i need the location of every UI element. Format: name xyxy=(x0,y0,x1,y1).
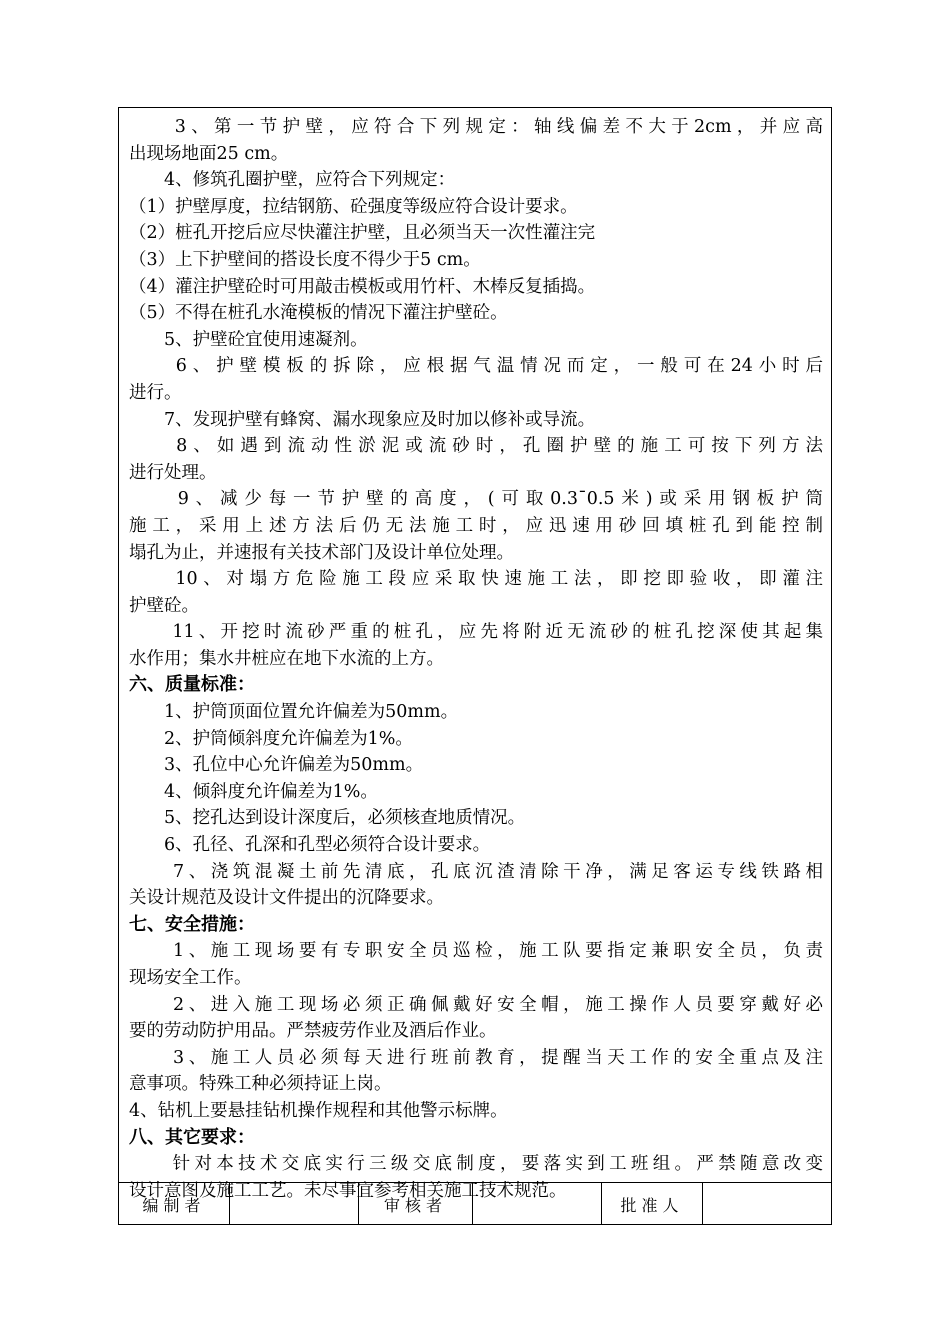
text-line: 8、如遇到流动性淤泥或流砂时，孔圈护壁的施工可按下列方法 xyxy=(129,436,823,457)
reviewer-label: 审核者 xyxy=(359,1183,473,1225)
text-line: 意事项。特殊工种必须持证上岗。 xyxy=(129,1074,392,1095)
reviewer-signature-field xyxy=(473,1183,602,1225)
section-heading-safety: 七、安全措施： xyxy=(129,913,255,935)
text-line: 9、减少每一节护壁的高度，(可取0.3ˉ0.5米)或采用钢板护筒 xyxy=(129,489,823,510)
section-heading-other: 八、其它要求： xyxy=(129,1126,255,1148)
text-line: 5、挖孔达到设计深度后，必须核查地质情况。 xyxy=(129,808,526,829)
text-line: 进行。 xyxy=(129,382,182,403)
text-line: 7、浇筑混凝土前先清底，孔底沉渣清除干净，满足客运专线铁路相 xyxy=(129,861,823,882)
text-line: （5）不得在桩孔水淹模板的情况下灌注护壁砼。 xyxy=(129,303,508,324)
text-line: 6、孔径、孔深和孔型必须符合设计要求。 xyxy=(129,835,491,856)
text-line: （3）上下护壁间的搭设长度不得少于5 cm。 xyxy=(129,249,481,270)
text-line: 2、护筒倾斜度允许偏差为1%。 xyxy=(129,728,413,749)
text-line: 1、护筒顶面位置允许偏差为50mm。 xyxy=(129,702,459,723)
text-line: 4、钻机上要悬挂钻机操作规程和其他警示标牌。 xyxy=(129,1100,508,1121)
text-line: （1）护壁厚度，拉结钢筋、砼强度等级应符合设计要求。 xyxy=(129,196,578,217)
document-frame xyxy=(118,107,832,1225)
compiler-label: 编制者 xyxy=(119,1183,230,1225)
text-line: （4）灌注护壁砼时可用敲击模板或用竹杆、木棒反复插捣。 xyxy=(129,276,596,297)
text-line: 施工，采用上述方法后仍无法施工时，应迅速用砂回填桩孔到能控制 xyxy=(129,515,823,536)
text-line: 4、修筑孔圈护壁，应符合下列规定： xyxy=(129,170,456,191)
approver-signature-field xyxy=(703,1183,831,1225)
text-line: 要的劳动防护用品。严禁疲劳作业及酒后作业。 xyxy=(129,1021,497,1042)
text-line: 2、进入施工现场必须正确佩戴好安全帽，施工操作人员要穿戴好必 xyxy=(129,994,823,1015)
compiler-signature-field xyxy=(230,1183,359,1225)
text-line: 出现场地面25 cm。 xyxy=(129,143,289,164)
approver-label: 批准人 xyxy=(602,1183,703,1225)
text-line: 护壁砼。 xyxy=(129,595,199,616)
text-line: 进行处理。 xyxy=(129,462,217,483)
text-line: 7、发现护壁有蜂窝、漏水现象应及时加以修补或导流。 xyxy=(129,409,596,430)
text-line: 3、第一节护壁，应符合下列规定：轴线偏差不大于2cm，并应高 xyxy=(129,117,823,137)
text-line: 针对本技术交底实行三级交底制度，要落实到工班组。严禁随意改变 xyxy=(129,1154,823,1175)
text-line: 4、倾斜度允许偏差为1%。 xyxy=(129,781,378,802)
text-line: 11、开挖时流砂严重的桩孔，应先将附近无流砂的桩孔挖深使其起集 xyxy=(129,622,823,643)
text-line: 现场安全工作。 xyxy=(129,968,252,988)
text-line: 5、护壁砼宜使用速凝剂。 xyxy=(129,329,368,350)
text-line: 3、施工人员必须每天进行班前教育，提醒当天工作的安全重点及注 xyxy=(129,1047,823,1068)
section-heading-quality: 六、质量标准： xyxy=(129,674,255,696)
text-line: 塌孔为止，并速报有关技术部门及设计单位处理。 xyxy=(129,542,514,563)
text-line: 10、对塌方危险施工段应采取快速施工法，即挖即验收，即灌注 xyxy=(129,569,823,590)
text-line: （2）桩孔开挖后应尽快灌注护壁，且必须当天一次性灌注完 xyxy=(129,223,596,244)
text-line: 关设计规范及设计文件提出的沉降要求。 xyxy=(129,888,444,909)
document-body xyxy=(129,114,823,1204)
text-line: 6、护壁模板的拆除，应根据气温情况而定，一般可在24小时后 xyxy=(129,356,823,377)
text-line: 1、施工现场要有专职安全员巡检，施工队要指定兼职安全员，负责 xyxy=(129,941,823,962)
text-line: 水作用；集水井桩应在地下水流的上方。 xyxy=(129,648,444,669)
text-line: 设计意图及施工工艺。未尽事宜参考相关施工技术规范。 xyxy=(129,1180,567,1201)
signature-row xyxy=(119,1182,831,1225)
text-line: 3、孔位中心允许偏差为50mm。 xyxy=(129,755,424,776)
